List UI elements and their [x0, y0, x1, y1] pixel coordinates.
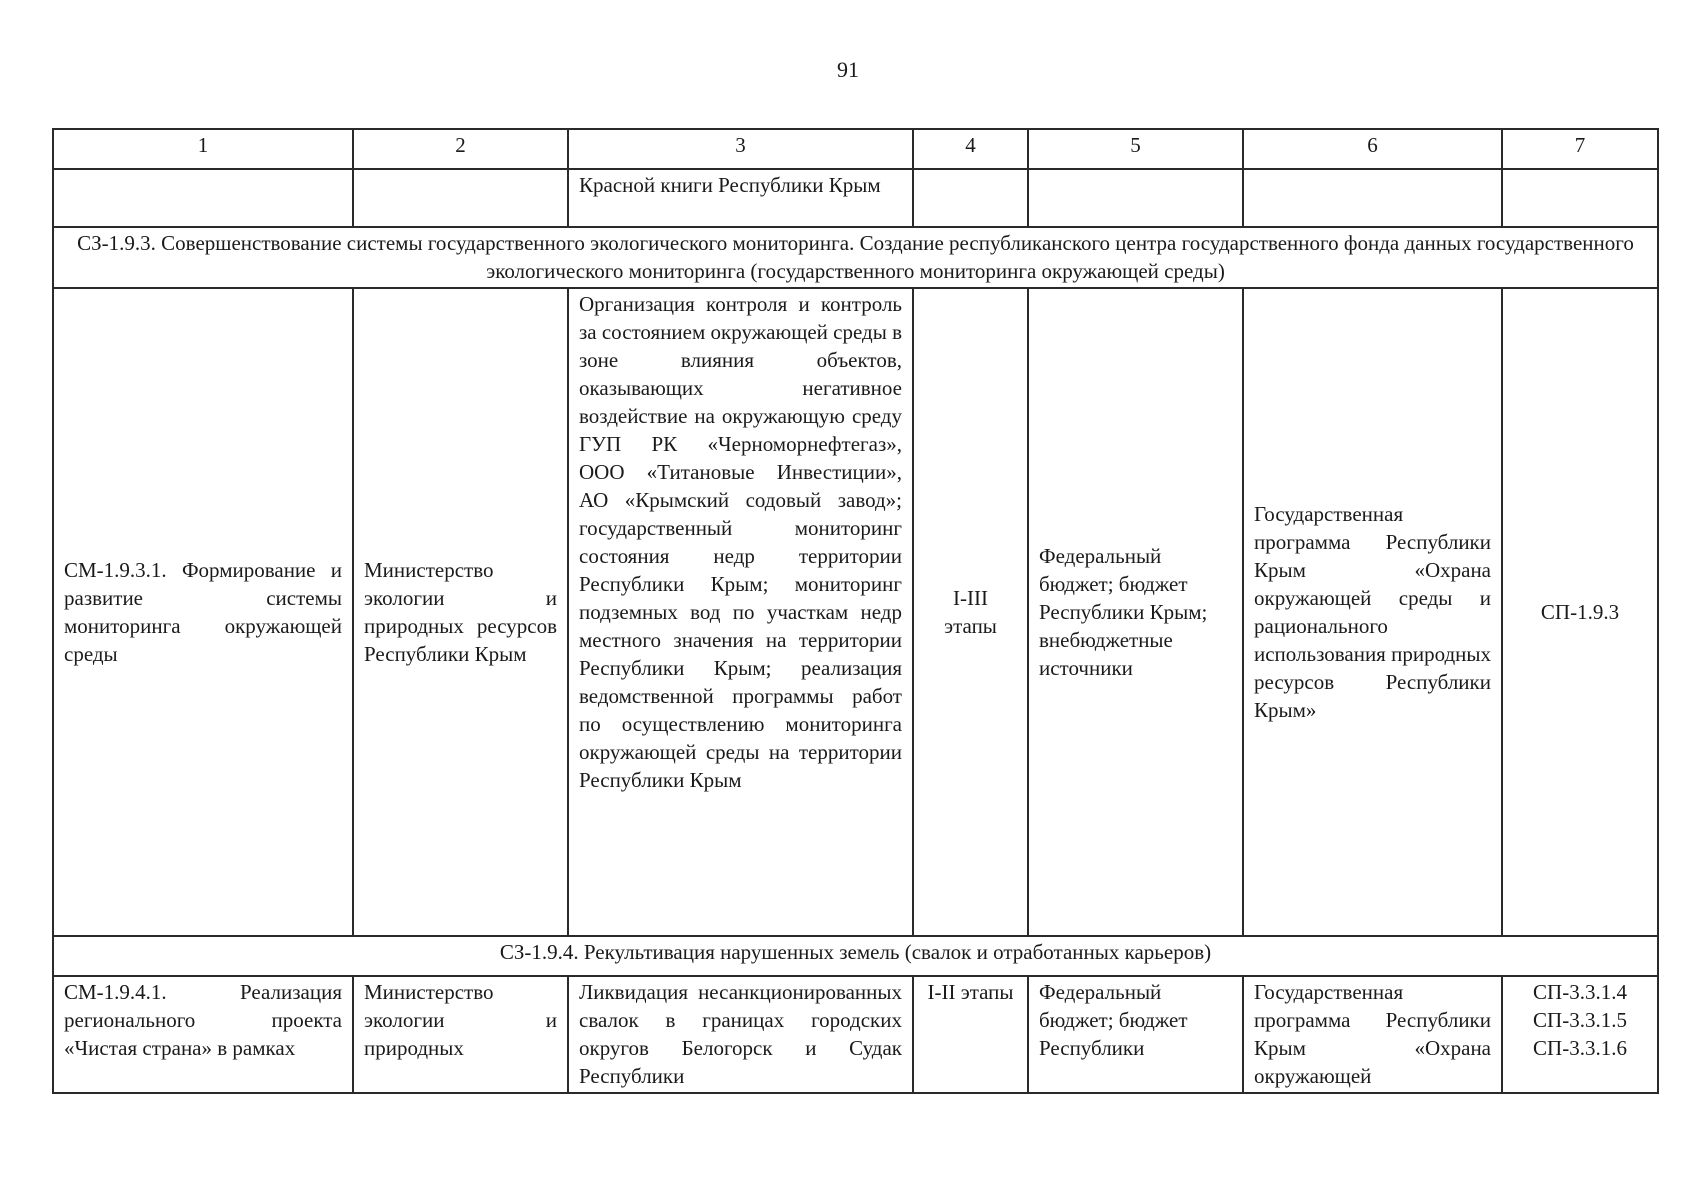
- column-header-2: 2: [353, 129, 568, 169]
- funding-sources: Федеральный бюджет; бюджет Республики Крым; внебюджетные источники: [1028, 288, 1243, 936]
- program-code: СП-1.9.3: [1502, 288, 1658, 936]
- column-header-5: 5: [1028, 129, 1243, 169]
- section-row: [53, 227, 1658, 288]
- table-cell: [353, 169, 568, 227]
- funding-sources: Федеральный бюджет; бюджет Республики: [1028, 976, 1243, 1093]
- responsible-executor: Министерство экологии и природных ресурсов Республики Крым: [353, 288, 568, 936]
- responsible-executor: Министерство экологии и природных: [353, 976, 568, 1093]
- state-program: Государственная программа Республики Крым «Охрана окружающей среды и рационального использования природных ресурсов Республики Крым»: [1243, 288, 1502, 936]
- page-number: 91: [837, 57, 859, 82]
- measure-name: СМ-1.9.4.1. Реализация регионального проекта «Чистая страна» в рамках: [53, 976, 353, 1093]
- table-cell: [1502, 169, 1658, 227]
- program-codes: [1502, 976, 1658, 1093]
- column-header-3: 3: [568, 129, 913, 169]
- table-cell: [1243, 169, 1502, 227]
- table-cell: [1028, 169, 1243, 227]
- measures-table: [52, 128, 1659, 1094]
- table-cell: [913, 169, 1028, 227]
- column-header-1: 1: [53, 129, 353, 169]
- measure-content: Ликвидация несанкционированных свалок в границах городских округов Белогорск и Судак Республики: [568, 976, 913, 1093]
- section-row: [53, 936, 1658, 976]
- table-row: [53, 169, 1658, 227]
- program-code: СП-3.3.1.4: [1533, 980, 1627, 1004]
- program-code: СП-3.3.1.6: [1533, 1036, 1627, 1060]
- table-row: [53, 976, 1658, 1093]
- state-program: Государственная программа Республики Крым «Охрана окружающей: [1243, 976, 1502, 1093]
- implementation-stages: I-III этапы: [913, 288, 1028, 936]
- table-row: [53, 288, 1658, 936]
- implementation-stages: I-II этапы: [913, 976, 1028, 1093]
- table-cell: [53, 169, 353, 227]
- measure-name: СМ-1.9.3.1. Формирование и развитие системы мониторинга окружающей среды: [53, 288, 353, 936]
- measure-content: Организация контроля и контроль за состоянием окружающей среды в зоне влияния объектов, оказывающих негативное воздействие на окружающую среду ГУП РК «Черноморнефтегаз», ООО «Титановые Инвестиции», АО «Крымский содовый завод»; государственный мониторинг состояния недр территории Республики Крым; мониторинг подземных вод по участкам недр местного значения на территории Республики Крым; реализация ведомственной программы работ по осуществлению мониторинга окружающей среды на территории Республики Крым: [568, 288, 913, 936]
- column-header-7: 7: [1502, 129, 1658, 169]
- section-title: СЗ-1.9.4. Рекультивация нарушенных земель (свалок и отработанных карьеров): [53, 936, 1658, 976]
- section-title: СЗ-1.9.3. Совершенствование системы государственного экологического мониторинга. Создание республиканского центра государственного фонда данных государственного экологического мониторинга (государственного мониторинга окружающей среды): [53, 227, 1658, 288]
- header-row: [53, 129, 1658, 169]
- column-header-4: 4: [913, 129, 1028, 169]
- program-code: СП-3.3.1.5: [1533, 1008, 1627, 1032]
- table-cell: Красной книги Республики Крым: [568, 169, 913, 227]
- column-header-6: 6: [1243, 129, 1502, 169]
